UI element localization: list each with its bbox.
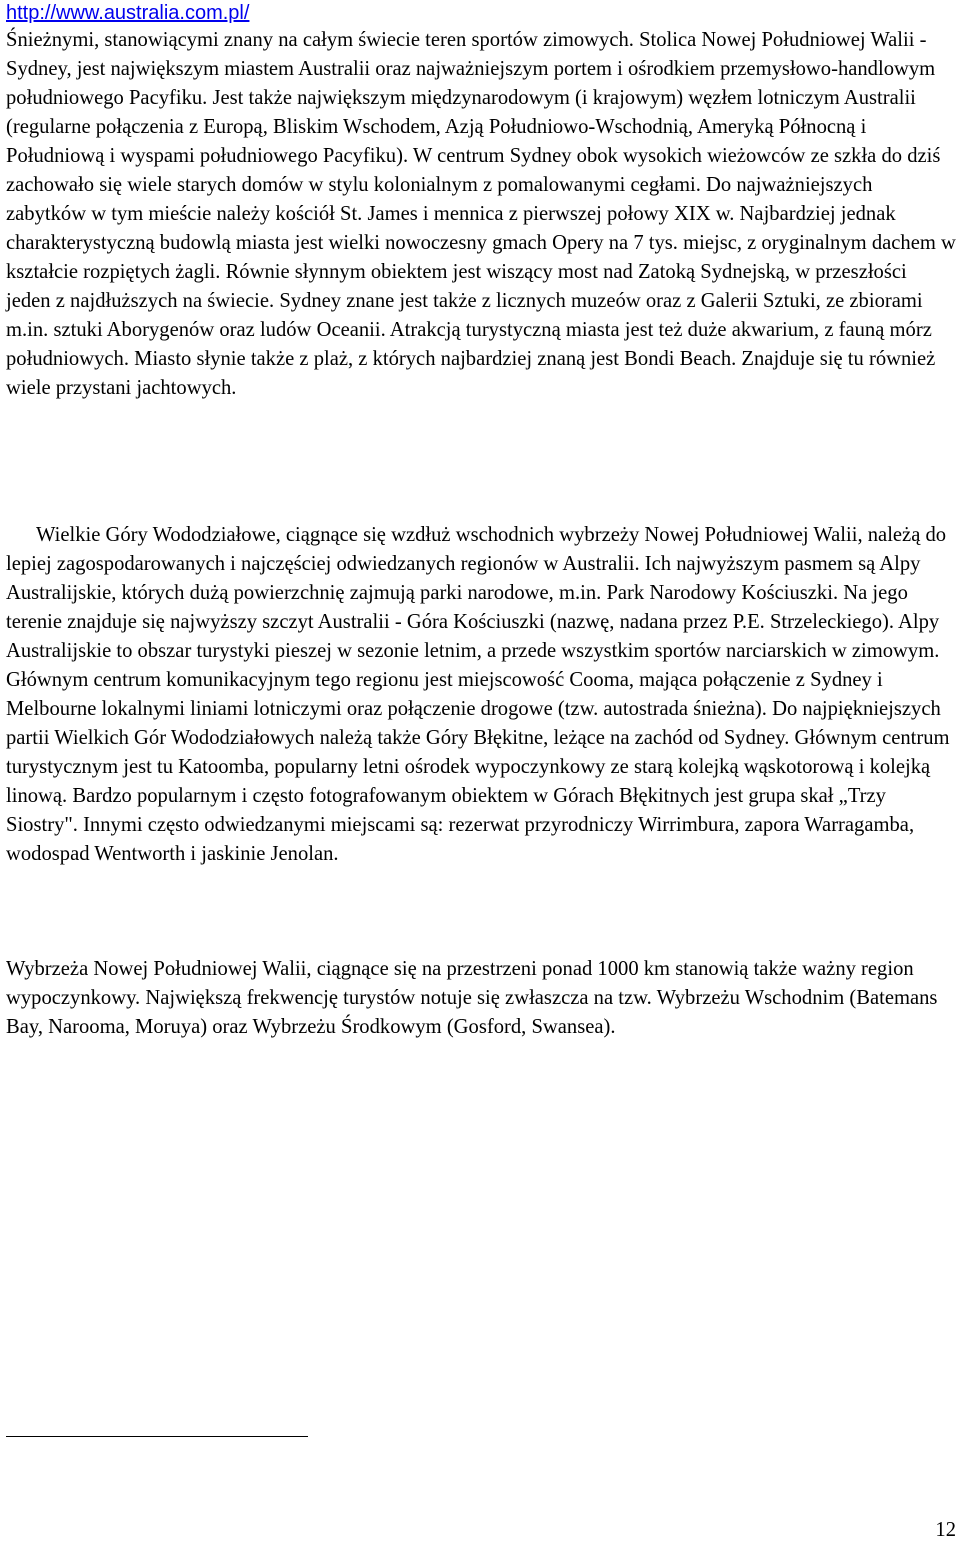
- header-url-link[interactable]: http://www.australia.com.pl/: [6, 2, 250, 24]
- footnote-separator: [6, 1436, 308, 1437]
- paragraph-great-dividing-range: Wielkie Góry Wododziałowe, ciągnące się wzdłuż wschodnich wybrzeży Nowej Południowej Walii, należą do lepiej zagospodarowanych i najczęściej odwiedzanych regionów w Australii. Ich najwyższym pasmem są Alpy Australijskie, których dużą powierzchnię zajmują parki narodowe, m.in. Park Narodowy Kościuszki. Na jego terenie znajduje się najwyższy szczyt Australii - Góra Kościuszki (nazwę, nadana przez P.E. Strzeleckiego). Alpy Australijskie to obszar turystyki pieszej w sezonie letnim, a przede wszystkim sportów narciarskich w zimowym. Głównym centrum komunikacyjnym tego regionu jest miejscowość Cooma, mająca połączenie z Sydney i Melbourne lokalnymi liniami lotniczymi oraz połączenie drogowe (tzw. autostrada śnieżna). Do najpiękniejszych partii Wielkich Gór Wododziałowych należą także Góry Błękitne, leżące na zachód od Sydney. Głównym centrum turystycznym jest tu Katoomba, popularny letni ośrodek wypoczynkowy ze starą kolejką wąskotorową i kolejką linową. Bardzo popularnym i często fotografowanym obiektem w Górach Błękitnych jest grupa skał „Trzy Siostry". Innymi często odwiedzanymi miejscami są: rezerwat przyrodniczy Wirrimbura, zapora Warragamba, wodospad Wentworth i jaskinie Jenolan.: [6, 524, 950, 865]
- paragraph-coast: Wybrzeża Nowej Południowej Walii, ciągnące się na przestrzeni ponad 1000 km stanowią także ważny region wypoczynkowy. Największą frekwencję turystów notuje się zwłaszcza na tzw. Wybrzeżu Wschodnim (Batemans Bay, Narooma, Moruya) oraz Wybrzeżu Środkowym (Gosford, Swansea).: [6, 958, 938, 1038]
- paragraph-sydney: Śnieżnymi, stanowiącymi znany na całym świecie teren sportów zimowych. Stolica Nowej Południowej Walii - Sydney, jest największym miastem Australii oraz najważniejszym portem i ośrodkiem przemysłowo-handlowym południowego Pacyfiku. Jest także największym międzynarodowym (i krajowym) węzłem lotniczym Australii (regularne połączenia z Europą, Bliskim Wschodem, Azją Południowo-Wschodnią, Ameryką Północną i Południową i wyspami południowego Pacyfiku). W centrum Sydney obok wysokich wieżowców ze szkła do dziś zachowało się wiele starych domów w stylu kolonialnym z pomalowanymi cegłami. Do najważniejszych zabytków w tym mieście należy kościół St. James i mennica z pierwszej połowy XIX w. Najbardziej jednak charakterystyczną budowlą miasta jest wielki nowoczesny gmach Opery na 7 tys. miejsc, z oryginalnym dachem w kształcie rozpiętych żagli. Równie słynnym obiektem jest wiszący most nad Zatoką Sydnejską, w przeszłości jeden z najdłuższych na świecie. Sydney znane jest także z licznych muzeów oraz z Galerii Sztuki, ze zbiorami m.in. sztuki Aborygenów oraz ludów Oceanii. Atrakcją turystyczną miasta jest też duże akwarium, z fauną mórz południowych. Miasto słynie także z plaż, z których najbardziej znaną jest Bondi Beach. Znajduje się tu również wiele przystani jachtowych.: [6, 29, 956, 399]
- page-number: 12: [935, 1519, 956, 1541]
